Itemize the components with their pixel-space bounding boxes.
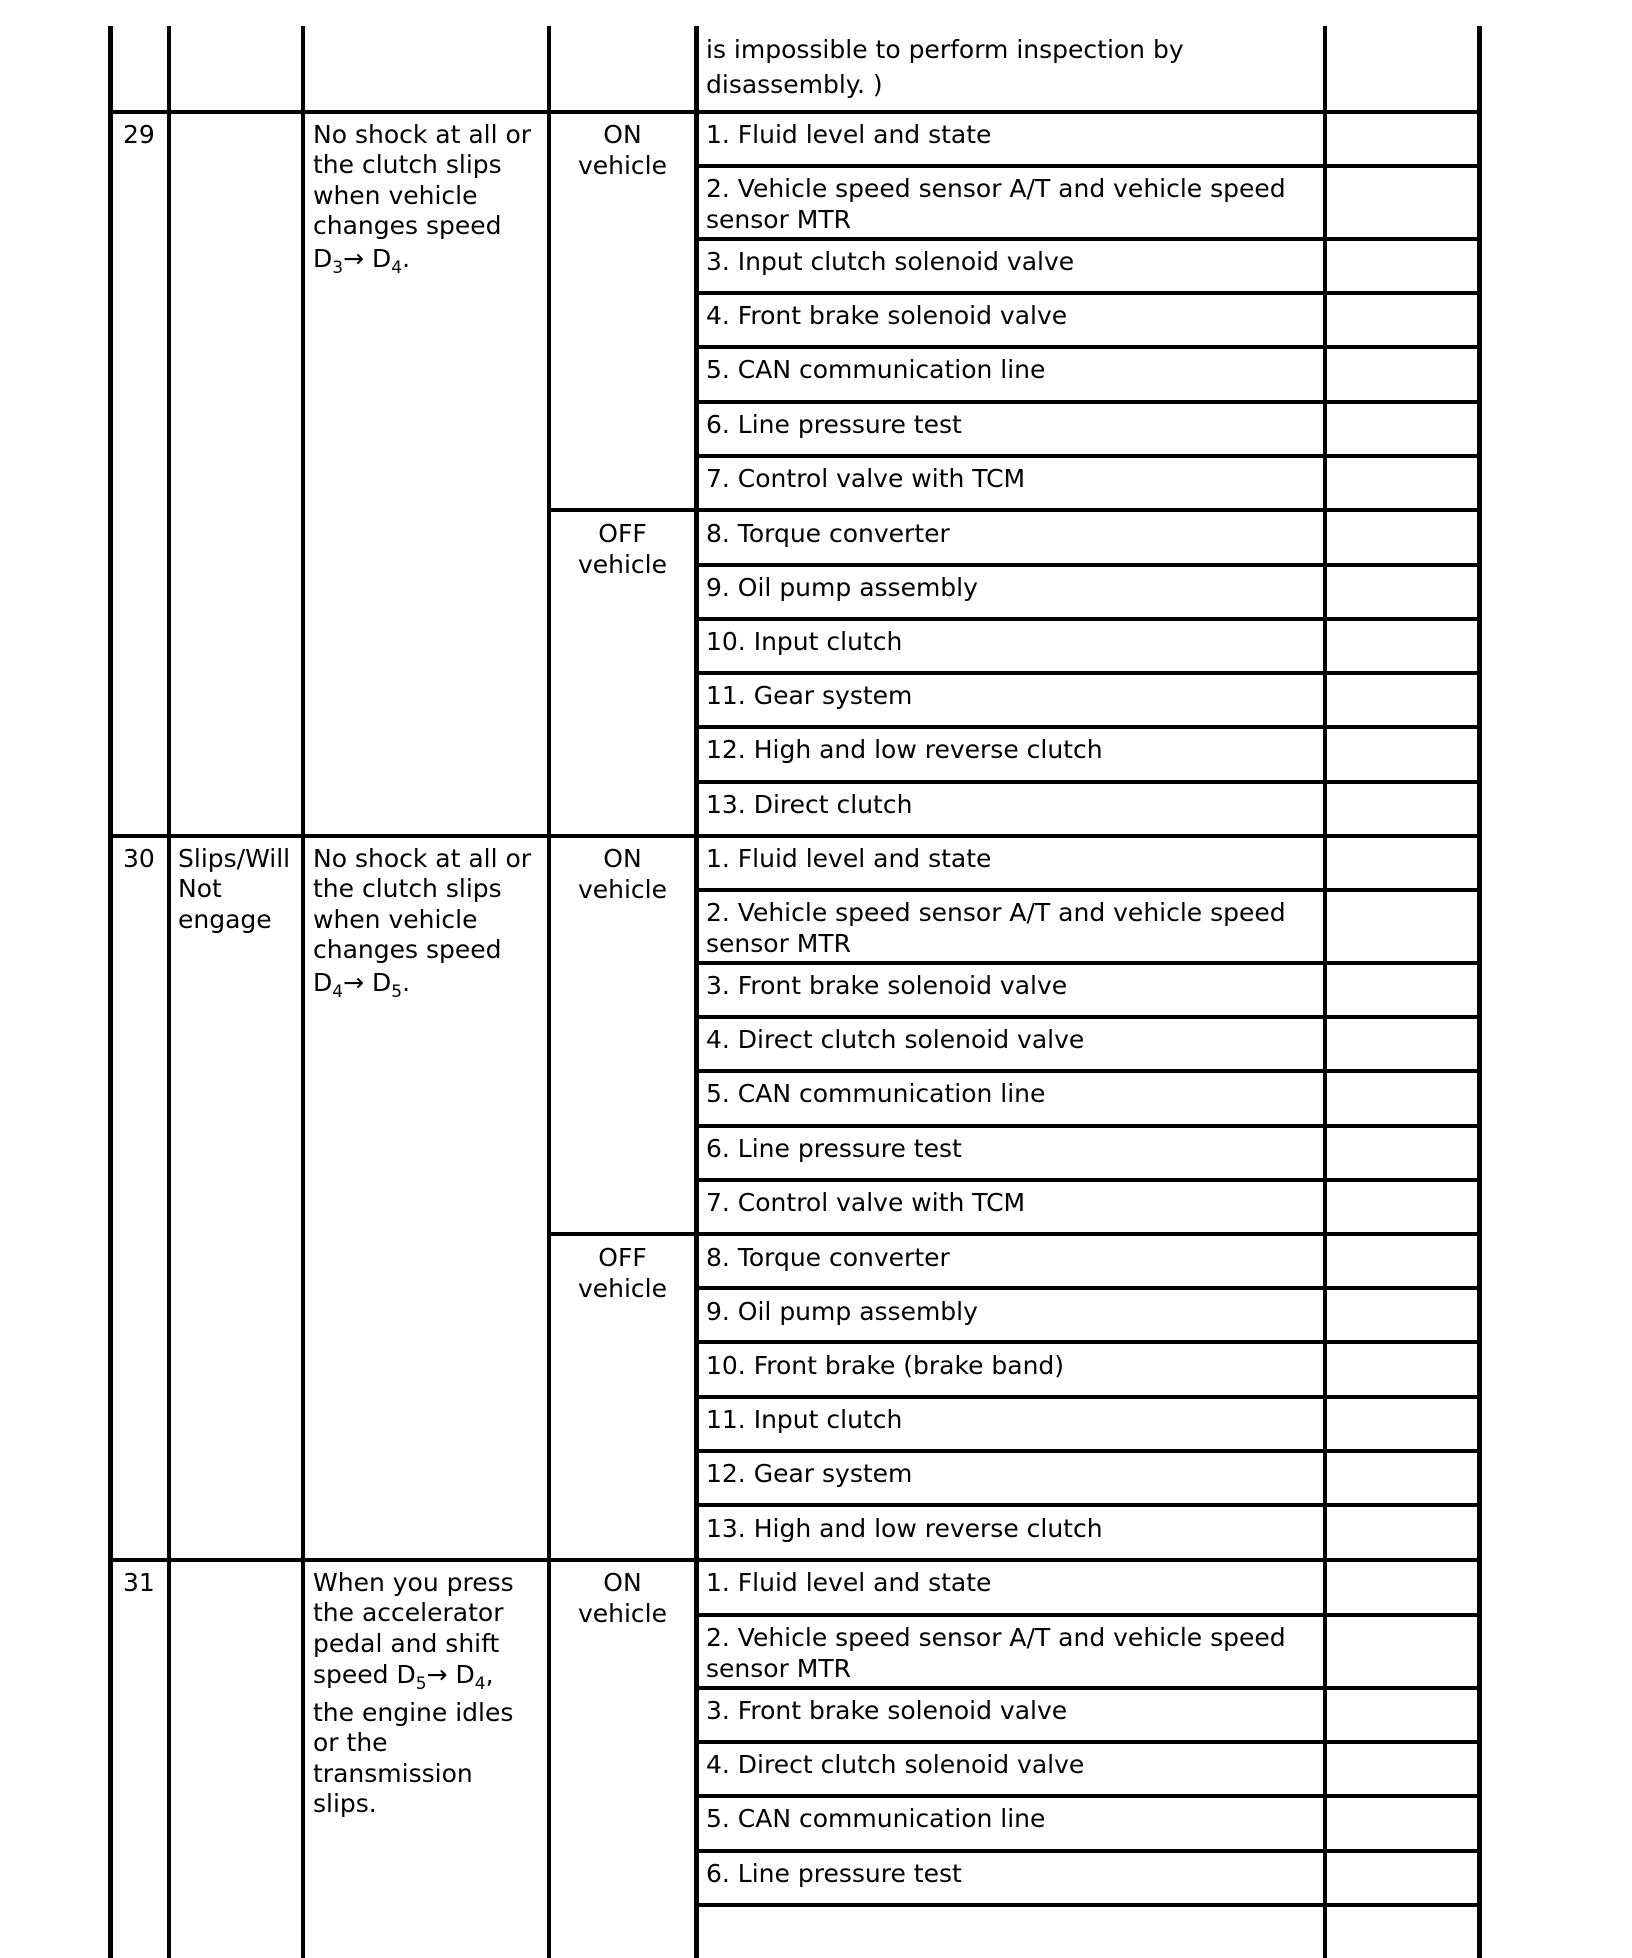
symptom-line: slips. bbox=[313, 1789, 377, 1818]
check-item: 4. Front brake solenoid valve bbox=[706, 301, 1068, 330]
symptom-line: when vehicle bbox=[313, 905, 478, 934]
symptom-line: the clutch slips bbox=[313, 150, 502, 179]
symptom-line: the accelerator bbox=[313, 1598, 504, 1627]
check-item: 2. Vehicle speed sensor A/T and vehicle speed bbox=[706, 174, 1286, 203]
on-vehicle-label: ON vehicle bbox=[577, 844, 668, 904]
item-separator bbox=[694, 617, 1482, 621]
item-separator bbox=[694, 1395, 1482, 1399]
table-border-left bbox=[108, 26, 113, 1958]
check-item: 9. Oil pump assembly bbox=[706, 573, 978, 602]
check-item: 5. CAN communication line bbox=[706, 1079, 1046, 1108]
symptom-line: pedal and shift bbox=[313, 1629, 500, 1658]
check-item: sensor MTR bbox=[706, 1654, 852, 1683]
check-item: 1. Fluid level and state bbox=[706, 844, 992, 873]
shift-notation: $D_4\to D_5$. bbox=[313, 968, 411, 1002]
item-separator bbox=[694, 1069, 1482, 1073]
symptom-line: or the bbox=[313, 1728, 388, 1757]
item-separator bbox=[694, 1340, 1482, 1344]
on-off-separator bbox=[547, 508, 1482, 512]
check-item: 11. Input clutch bbox=[706, 1405, 903, 1434]
category-line: Not bbox=[178, 874, 222, 903]
check-item: 3. Front brake solenoid valve bbox=[706, 971, 1068, 1000]
check-item: sensor MTR bbox=[706, 205, 852, 234]
check-item: 12. Gear system bbox=[706, 1459, 913, 1488]
item-separator bbox=[694, 1613, 1482, 1617]
check-item: 11. Gear system bbox=[706, 681, 913, 710]
off-vehicle-label: OFF vehicle bbox=[577, 1243, 668, 1303]
column-divider bbox=[694, 26, 699, 1958]
column-divider bbox=[1323, 26, 1327, 1958]
item-separator bbox=[694, 454, 1482, 458]
symptom-line: when vehicle bbox=[313, 181, 478, 210]
on-off-separator bbox=[547, 1232, 1482, 1236]
symptom-line: changes speed bbox=[313, 935, 502, 964]
check-item: sensor MTR bbox=[706, 929, 852, 958]
item-separator bbox=[694, 1903, 1482, 1907]
item-separator bbox=[694, 780, 1482, 784]
check-item: 13. High and low reverse clutch bbox=[706, 1514, 1103, 1543]
check-item: 8. Torque converter bbox=[706, 519, 950, 548]
item-separator bbox=[694, 1178, 1482, 1182]
symptom-line: changes speed bbox=[313, 211, 502, 240]
item-separator bbox=[694, 400, 1482, 404]
shift-notation: speed $D_5\to D_4$, bbox=[313, 1660, 494, 1694]
symptom-line: No shock at all or bbox=[313, 844, 532, 873]
symptom-line: No shock at all or bbox=[313, 120, 532, 149]
check-item: 7. Control valve with TCM bbox=[706, 464, 1026, 493]
item-separator bbox=[694, 1740, 1482, 1744]
check-item: 6. Line pressure test bbox=[706, 410, 962, 439]
item-separator bbox=[694, 1849, 1482, 1853]
shift-notation: $D_3\to D_4$. bbox=[313, 244, 411, 278]
check-item: 3. Front brake solenoid valve bbox=[706, 1696, 1068, 1725]
check-item: 9. Oil pump assembly bbox=[706, 1297, 978, 1326]
row-number: 29 bbox=[123, 120, 155, 149]
item-separator bbox=[694, 725, 1482, 729]
column-divider bbox=[301, 26, 305, 1958]
check-item: 2. Vehicle speed sensor A/T and vehicle speed bbox=[706, 898, 1286, 927]
item-separator bbox=[694, 1286, 1482, 1290]
symptom-line: the clutch slips bbox=[313, 874, 502, 903]
item-separator bbox=[694, 1686, 1482, 1690]
check-item: 4. Direct clutch solenoid valve bbox=[706, 1025, 1085, 1054]
category-line: Slips/Will bbox=[178, 844, 291, 873]
item-separator bbox=[694, 1503, 1482, 1507]
check-item: 5. CAN communication line bbox=[706, 355, 1046, 384]
check-item: 12. High and low reverse clutch bbox=[706, 735, 1103, 764]
check-item: 8. Torque converter bbox=[706, 1243, 950, 1272]
check-item: 5. CAN communication line bbox=[706, 1804, 1046, 1833]
check-item: 3. Input clutch solenoid valve bbox=[706, 247, 1075, 276]
item-separator bbox=[694, 291, 1482, 295]
check-item: 6. Line pressure test bbox=[706, 1859, 962, 1888]
item-separator bbox=[694, 1449, 1482, 1453]
item-separator bbox=[694, 1124, 1482, 1128]
row-number: 31 bbox=[123, 1568, 155, 1597]
off-vehicle-label: OFF vehicle bbox=[577, 519, 668, 579]
row-separator bbox=[108, 834, 1482, 838]
table-border-right bbox=[1477, 26, 1482, 1958]
row-separator bbox=[108, 110, 1482, 114]
check-item: 6. Line pressure test bbox=[706, 1134, 962, 1163]
check-item: 13. Direct clutch bbox=[706, 790, 913, 819]
row-separator bbox=[108, 1558, 1482, 1562]
check-item: 1. Fluid level and state bbox=[706, 120, 992, 149]
item-separator bbox=[694, 961, 1482, 965]
continued-text-line: disassembly. ) bbox=[706, 70, 883, 99]
check-item: 7. Control valve with TCM bbox=[706, 1188, 1026, 1217]
on-vehicle-label: ON vehicle bbox=[577, 120, 668, 180]
item-separator bbox=[694, 164, 1482, 168]
item-separator bbox=[694, 345, 1482, 349]
item-separator bbox=[694, 1015, 1482, 1019]
check-item: 4. Direct clutch solenoid valve bbox=[706, 1750, 1085, 1779]
symptom-line: transmission bbox=[313, 1759, 473, 1788]
check-item: 10. Front brake (brake band) bbox=[706, 1351, 1065, 1380]
column-divider bbox=[547, 26, 551, 1958]
item-separator bbox=[694, 563, 1482, 567]
check-item: 2. Vehicle speed sensor A/T and vehicle speed bbox=[706, 1623, 1286, 1652]
on-vehicle-label: ON vehicle bbox=[577, 1568, 668, 1628]
row-number: 30 bbox=[123, 844, 155, 873]
continued-text-line: is impossible to perform inspection by bbox=[706, 35, 1184, 64]
item-separator bbox=[694, 888, 1482, 892]
item-separator bbox=[694, 671, 1482, 675]
check-item: 1. Fluid level and state bbox=[706, 1568, 992, 1597]
check-item: 10. Input clutch bbox=[706, 627, 903, 656]
category-line: engage bbox=[178, 905, 272, 934]
column-divider bbox=[167, 26, 171, 1958]
symptom-line: When you press bbox=[313, 1568, 514, 1597]
symptom-line: the engine idles bbox=[313, 1698, 514, 1727]
item-separator bbox=[694, 1794, 1482, 1798]
item-separator bbox=[694, 237, 1482, 241]
